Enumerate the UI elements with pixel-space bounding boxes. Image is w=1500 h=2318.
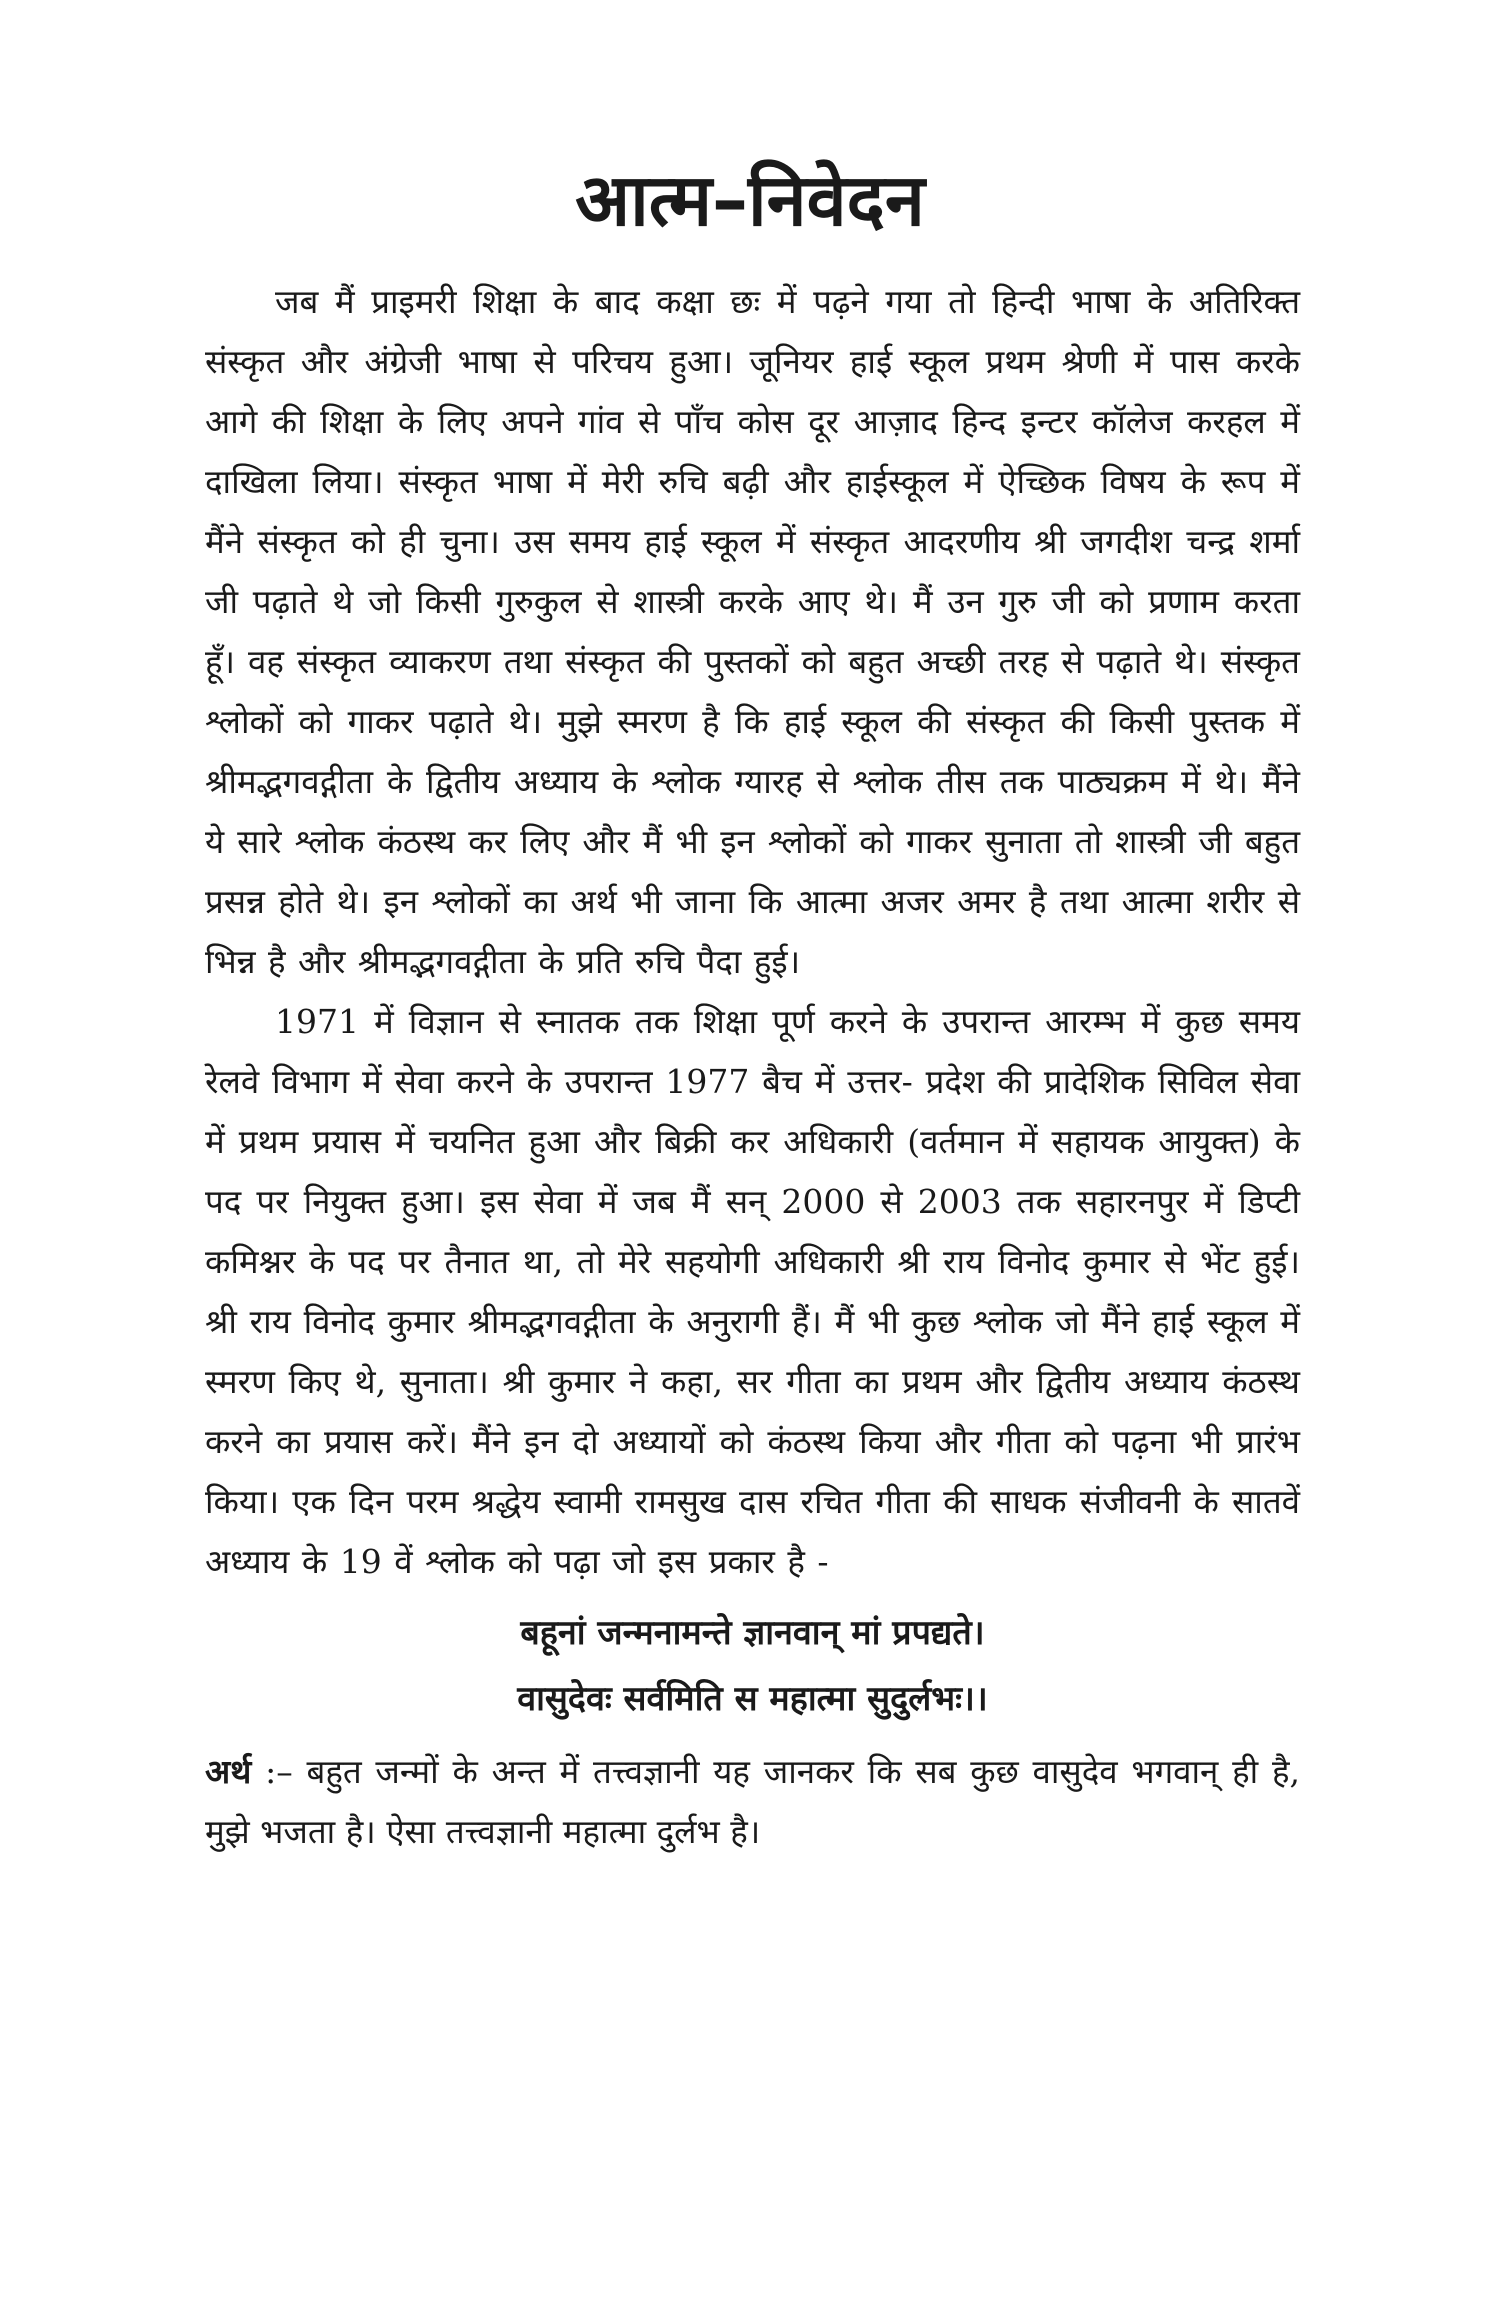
meaning-text: :– बहुत जन्मों के अन्त में तत्त्वज्ञानी यह जानकर कि सब कुछ वासुदेव भगवान् ही है, मुझे भजता है। ऐसा तत्त्वज्ञानी महात्मा दुर्लभ है। (205, 1752, 1300, 1851)
page-title: आत्म–निवेदन (575, 158, 925, 242)
paragraph-1: जब मैं प्राइमरी शिक्षा के बाद कक्षा छः में पढ़ने गया तो हिन्दी भाषा के अतिरिक्त संस्कृत और अंग्रेजी भाषा से परिचय हुआ। जूनियर हाई स्कूल प्रथम श्रेणी में पास करके आगे की शिक्षा के लिए अपने गांव से पाँच कोस दूर आज़ाद हिन्द इन्टर कॉलेज करहल में दाखिला लिया। संस्कृत भाषा में मेरी रुचि बढ़ी और हाईस्कूल में ऐच्छिक विषय के रूप में मैंने संस्कृत को ही चुना। उस समय हाई स्कूल में संस्कृत आदरणीय श्री जगदीश चन्द्र शर्मा जी पढ़ाते थे जो किसी गुरुकुल से शास्त्री करके आए थे। मैं उन गुरु जी को प्रणाम करता हूँ। वह संस्कृत व्याकरण तथा संस्कृत की पुस्तकों को बहुत अच्छी तरह से पढ़ाते थे। संस्कृत श्लोकों को गाकर पढ़ाते थे। मुझे स्मरण है कि हाई स्कूल की संस्कृत की किसी पुस्तक में श्रीमद्भगवद्गीता के द्वितीय अध्याय के श्लोक ग्यारह से श्लोक तीस तक पाठ्यक्रम में थे। मैंने ये सारे श्लोक कंठस्थ कर लिए और मैं भी इन श्लोकों को गाकर सुनाता तो शास्त्री जी बहुत प्रसन्न होते थे। इन श्लोकों का अर्थ भी जाना कि आत्मा अजर अमर है तथा आत्मा शरीर से भिन्न है और श्रीमद्भगवद्गीता के प्रति रुचि पैदा हुई। (205, 282, 1300, 981)
paragraph-2: 1971 में विज्ञान से स्नातक तक शिक्षा पूर्ण करने के उपरान्त आरम्भ में कुछ समय रेलवे विभाग में सेवा करने के उपरान्त 1977 बैच में उत्तर- प्रदेश की प्रादेशिक सिविल सेवा में प्रथम प्रयास में चयनित हुआ और बिक्री कर अधिकारी (वर्तमान में सहायक आयुक्त) के पद पर नियुक्त हुआ। इस सेवा में जब मैं सन् 2000 से 2003 तक सहारनपुर में डिप्टी कमिश्नर के पद पर तैनात था, तो मेरे सहयोगी अधिकारी श्री राय विनोद कुमार से भेंट हुई। श्री राय विनोद कुमार श्रीमद्भगवद्गीता के अनुरागी हैं। मैं भी कुछ श्लोक जो मैंने हाई स्कूल में स्मरण किए थे, सुनाता। श्री कुमार ने कहा, सर गीता का प्रथम और द्वितीय अध्याय कंठस्थ करने का प्रयास करें। मैंने इन दो अध्यायों को कंठस्थ किया और गीता को पढ़ना भी प्रारंभ किया। एक दिन परम श्रद्धेय स्वामी रामसुख दास रचित गीता की साधक संजीवनी के सातवें अध्याय के 19 वें श्लोक को पढ़ा जो इस प्रकार है - (205, 1002, 1300, 1581)
verse-block (205, 1600, 1300, 1732)
meaning-label: अर्थ (205, 1752, 252, 1791)
body-text (205, 272, 1300, 1862)
meaning-paragraph (205, 1742, 1300, 1862)
verse-line-1: बहूनां जन्मनामन्ते ज्ञानवान् मां प्रपद्यते। (520, 1613, 985, 1653)
verse-line-2: वासुदेवः सर्वमिति स महात्मा सुदुर्लभः।। (517, 1679, 988, 1719)
